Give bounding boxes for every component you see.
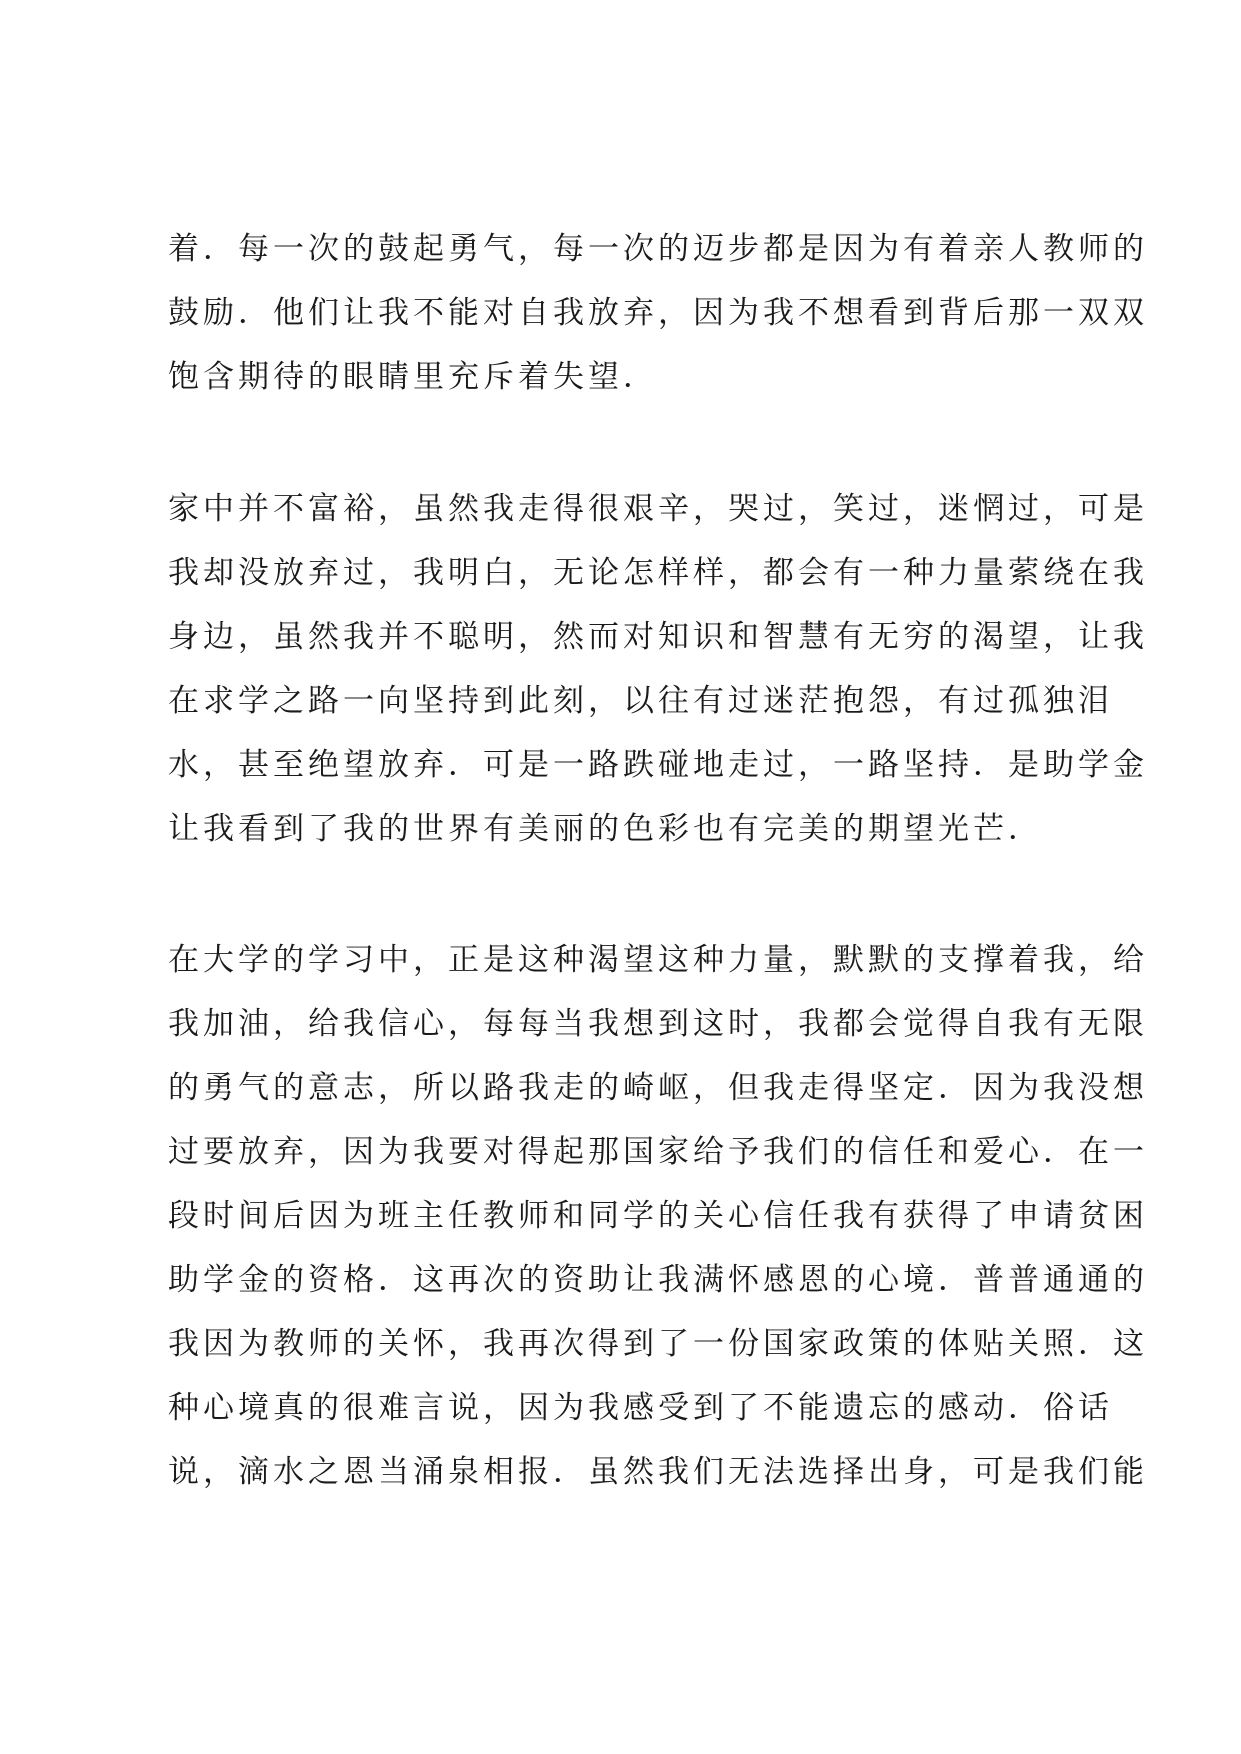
text-line: 水，甚至绝望放弃．可是一路跌碰地走过，一路坚持．是助学金 xyxy=(168,747,1148,783)
text-line: 着．每一次的鼓起勇气，每一次的迈步都是因为有着亲人教师的 xyxy=(168,231,1148,267)
text-line: 我因为教师的关怀，我再次得到了一份国家政策的体贴关照．这 xyxy=(168,1326,1148,1362)
text-line: 让我看到了我的世界有美丽的色彩也有完美的期望光芒． xyxy=(168,811,1043,847)
text-line: 段时间后因为班主任教师和同学的关心信任我有获得了申请贫困 xyxy=(168,1198,1148,1234)
text-line: 的勇气的意志，所以路我走的崎岖，但我走得坚定．因为我没想 xyxy=(168,1070,1148,1106)
text-line: 饱含期待的眼睛里充斥着失望． xyxy=(168,359,658,395)
text-line: 种心境真的很难言说，因为我感受到了不能遗忘的感动．俗话 xyxy=(168,1390,1113,1426)
text-line: 我加油，给我信心，每每当我想到这时，我都会觉得自我有无限 xyxy=(168,1006,1148,1042)
text-line: 身边，虽然我并不聪明，然而对知识和智慧有无穷的渴望，让我 xyxy=(168,619,1148,655)
paragraph-3 xyxy=(168,928,1148,1504)
text-line: 我却没放弃过，我明白，无论怎样样，都会有一种力量萦绕在我 xyxy=(168,555,1148,591)
text-line: 说，滴水之恩当涌泉相报．虽然我们无法选择出身，可是我们能 xyxy=(168,1454,1148,1490)
text-line: 在求学之路一向坚持到此刻，以往有过迷茫抱怨，有过孤独泪 xyxy=(168,683,1113,719)
text-line: 助学金的资格．这再次的资助让我满怀感恩的心境．普普通通的 xyxy=(168,1262,1148,1298)
text-line: 家中并不富裕，虽然我走得很艰辛，哭过，笑过，迷惘过，可是 xyxy=(168,491,1148,527)
paragraph-1 xyxy=(168,217,1148,409)
text-line: 过要放弃，因为我要对得起那国家给予我们的信任和爱心．在一 xyxy=(168,1134,1148,1170)
text-line: 在大学的学习中，正是这种渴望这种力量，默默的支撑着我，给 xyxy=(168,942,1148,978)
paragraph-2 xyxy=(168,477,1148,861)
text-line: 鼓励．他们让我不能对自我放弃，因为我不想看到背后那一双双 xyxy=(168,295,1148,331)
